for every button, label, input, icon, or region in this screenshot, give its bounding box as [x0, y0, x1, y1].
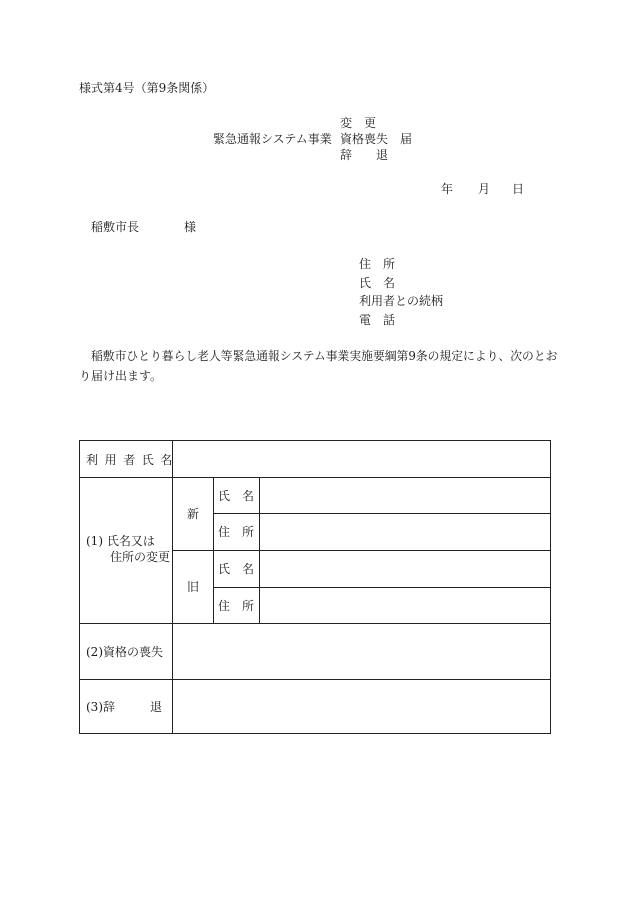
applicant-relationship-label: 利用者との続柄 — [359, 294, 444, 308]
user-name-label: 利用者氏名 — [86, 452, 180, 467]
change-label-line-1: (1) 氏名又は — [86, 534, 155, 548]
notification-table — [79, 440, 551, 734]
applicant-name-label: 氏 名 — [359, 276, 396, 290]
title-option-change: 変 更 — [340, 116, 377, 130]
title-main: 緊急通報システム事業 — [213, 132, 332, 146]
withdraw-label-char: 退 — [150, 699, 163, 714]
new-address-label: 住 所 — [218, 525, 255, 539]
form-number: 様式第4号（第9条関係） — [79, 81, 215, 95]
date-day: 日 — [512, 182, 525, 196]
addressee-honorific: 様 — [184, 220, 197, 234]
withdraw-label-number: (3)辞 — [86, 699, 115, 714]
applicant-phone-label: 電 話 — [359, 313, 396, 327]
old-address-label: 住 所 — [218, 598, 255, 613]
title-option-withdraw: 辞 退 — [340, 148, 389, 162]
new-name-label: 氏 名 — [218, 488, 255, 503]
change-label-line-2: 住所の変更 — [110, 550, 171, 564]
old-label: 旧 — [187, 580, 200, 594]
applicant-address-label: 住 所 — [359, 257, 396, 271]
change-label — [86, 531, 170, 567]
date-year: 年 — [441, 182, 454, 196]
body-text-line-1: 稲敷市ひとり暮らし老人等緊急通報システム事業実施要綱第9条の規定により、次のとお — [91, 349, 558, 363]
old-name-label: 氏 名 — [218, 562, 255, 576]
title-option-loss: 資格喪失 届 — [340, 132, 413, 146]
body-text-line-2: り届け出ます。 — [79, 369, 163, 383]
loss-label: (2)資格の喪失 — [86, 644, 163, 659]
date-month: 月 — [478, 182, 491, 196]
addressee-name: 稲敷市長 — [91, 220, 140, 234]
new-label: 新 — [187, 507, 200, 521]
